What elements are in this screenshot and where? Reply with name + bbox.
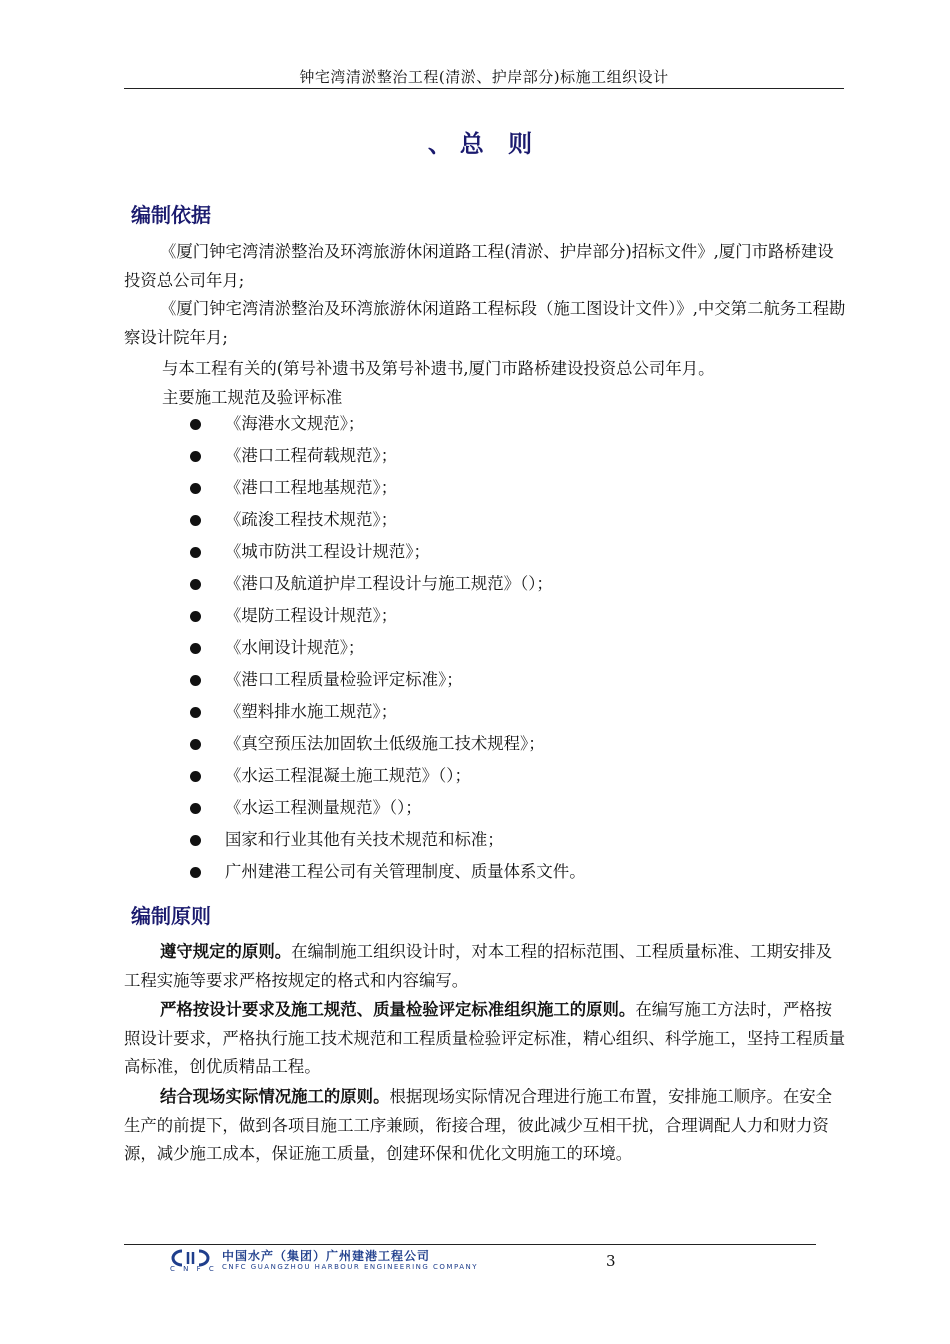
principle-paragraph-2 — [124, 996, 846, 1082]
list-item — [190, 504, 586, 536]
list-item-text: 《海港水文规范》； — [225, 414, 365, 433]
list-item-text: 《水闸设计规范》； — [225, 638, 365, 657]
list-item — [190, 792, 586, 824]
header-rule — [124, 88, 844, 89]
list-item-text: 《城市防洪工程设计规范》； — [225, 542, 430, 561]
bullet-icon — [190, 483, 201, 494]
basis-paragraph-4: 主要施工规范及验评标准 — [162, 388, 343, 407]
principle-lead: 严格按设计要求及施工规范、质量检验评定标准组织施工的原则。 — [160, 1000, 636, 1019]
list-item — [190, 728, 586, 760]
list-item-text: 《真空预压法加固软土低级施工技术规程》； — [225, 734, 545, 753]
list-item-text: 《塑料排水施工规范》； — [225, 702, 398, 721]
list-item-text: 《港口及航道护岸工程设计与施工规范》（）； — [225, 574, 553, 593]
principle-lead: 结合现场实际情况施工的原则。 — [160, 1087, 390, 1106]
list-item-text: 《疏浚工程技术规范》； — [225, 510, 398, 529]
bullet-icon — [190, 643, 201, 654]
bullet-icon — [190, 803, 201, 814]
list-item — [190, 472, 586, 504]
list-item — [190, 408, 586, 440]
standards-list — [190, 408, 586, 888]
section-title-basis: 编制依据 — [131, 203, 211, 227]
basis-paragraph-3: 与本工程有关的(第号补遗书及第号补遗书,厦门市路桥建设投资总公司年月。 — [162, 359, 715, 378]
bullet-icon — [190, 547, 201, 558]
list-item-text: 《水运工程混凝土施工规范》（）； — [225, 766, 471, 785]
list-item — [190, 600, 586, 632]
list-item — [190, 696, 586, 728]
bullet-icon — [190, 515, 201, 526]
list-item-text: 《港口工程荷载规范》； — [225, 446, 398, 465]
bullet-icon — [190, 707, 201, 718]
principle-lead: 遵守规定的原则。 — [160, 942, 292, 961]
list-item — [190, 440, 586, 472]
list-item — [190, 760, 586, 792]
bullet-icon — [190, 835, 201, 846]
list-item — [190, 568, 586, 600]
principle-paragraph-1 — [124, 938, 846, 995]
basis-paragraph-1: 《厦门钟宅湾清淤整治及环湾旅游休闲道路工程(清淤、护岸部分)招标文件》,厦门市路桥建设投资总公司年月; — [124, 242, 834, 290]
bullet-icon — [190, 451, 201, 462]
list-item-text: 《水运工程测量规范》（）； — [225, 798, 422, 817]
list-item — [190, 664, 586, 696]
principle-paragraph-3 — [124, 1083, 846, 1169]
bullet-icon — [190, 867, 201, 878]
company-name-cn: 中国水产（集团）广州建港工程公司 — [222, 1249, 431, 1263]
list-item-text: 《港口工程质量检验评定标准》； — [225, 670, 463, 689]
company-logo — [170, 1249, 478, 1275]
company-name-en: CNFC GUANGZHOU HARBOUR ENGINEERING COMPANY — [222, 1263, 479, 1271]
bullet-icon — [190, 739, 201, 750]
principle-text: 在编写施工方法时，严格按照设计要求，严格执行施工技术规范和工程质量检验评定标准，精心组织、科学施工，坚持工程质量高标准，创优质精品工程。 — [124, 1000, 846, 1076]
list-item — [190, 632, 586, 664]
principle-text: 在编制施工组织设计时，对本工程的招标范围、工程质量标准、工期安排及工程实施等要求严格按规定的格式和内容编写。 — [124, 942, 833, 990]
section-title-principles: 编制原则 — [131, 904, 211, 928]
page-number: 3 — [606, 1252, 616, 1270]
list-item-text: 国家和行业其他有关技术规范和标准； — [225, 830, 504, 849]
chapter-title: 、总 则 — [427, 130, 541, 158]
bullet-icon — [190, 611, 201, 622]
footer-rule — [124, 1244, 816, 1245]
list-item — [190, 856, 586, 888]
bullet-icon — [190, 675, 201, 686]
list-item-text: 《港口工程地基规范》； — [225, 478, 398, 497]
list-item-text: 广州建港工程公司有关管理制度、质量体系文件。 — [225, 862, 586, 881]
bullet-icon — [190, 419, 201, 430]
list-item — [190, 536, 586, 568]
principle-text: 根据现场实际情况合理进行施工布置，安排施工顺序。在安全生产的前提下，做到各项目施工工序兼顾，衔接合理，彼此减少互相干扰，合理调配人力和财力资源，减少施工成本，保证施工质量，创建环保和优化文明施工的环境。 — [124, 1087, 833, 1163]
list-item-text: 《堤防工程设计规范》； — [225, 606, 398, 625]
basis-paragraph-2: 《厦门钟宅湾清淤整治及环湾旅游休闲道路工程标段（施工图设计文件）》,中交第二航务工程勘察设计院年月; — [124, 299, 846, 347]
list-item — [190, 824, 586, 856]
running-header: 钟宅湾清淤整治工程(清淤、护岸部分)标施工组织设计 — [299, 68, 669, 86]
bullet-icon — [190, 771, 201, 782]
bullet-icon — [190, 579, 201, 590]
logo-abbreviation: C N F C — [170, 1265, 217, 1273]
